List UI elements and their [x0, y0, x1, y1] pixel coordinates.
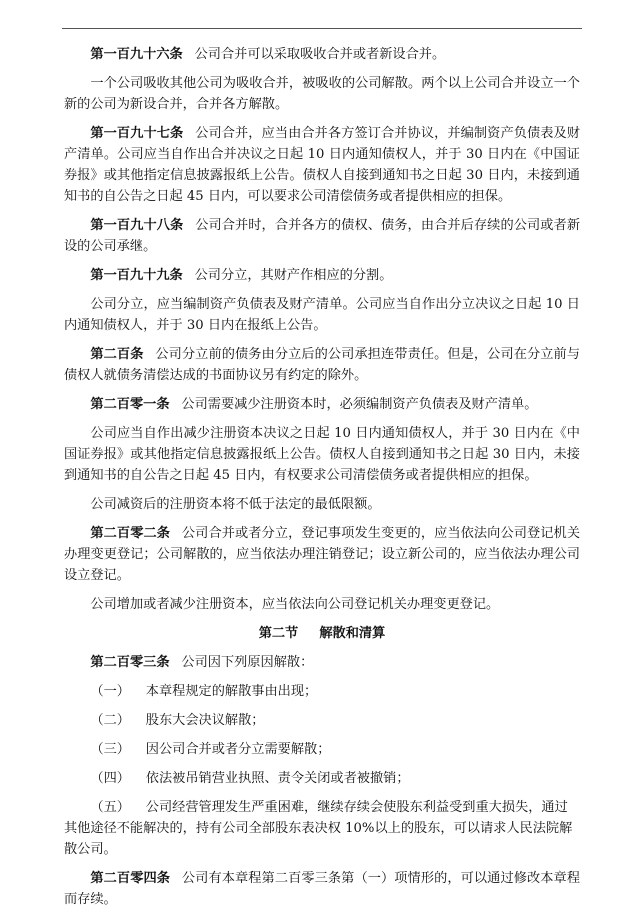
- article-text: 公司有本章程第二百零三条第（一）项情形的，可以通过修改本章程而存续。: [64, 871, 581, 907]
- section-title: 解散和清算: [319, 626, 386, 641]
- article-number: 第一百九十九条: [90, 268, 183, 283]
- list-item-text: 本章程规定的解散事由出现；: [145, 684, 318, 699]
- article-paragraph: [64, 344, 580, 386]
- article-text: 公司需要减少注册资本时，必须编制资产负债表及财产清单。: [181, 397, 538, 412]
- article-number: 第一百九十八条: [90, 218, 184, 233]
- paragraph: 公司增加或者减少注册资本，应当依法向公司登记机关办理变更登记。: [90, 597, 500, 612]
- list-item-text: 依法被吊销营业执照、责令关闭或者被撤销；: [145, 771, 410, 786]
- article-paragraph: [64, 868, 580, 910]
- list-item: [64, 710, 580, 731]
- article-paragraph: [64, 394, 580, 415]
- article-text: 公司合并时，合并各方的债权、债务，由合并后存续的公司或者新设的公司承继。: [64, 218, 581, 254]
- section-number: 第二节: [258, 626, 299, 641]
- article-text: 公司分立，其财产作相应的分割。: [194, 268, 393, 283]
- paragraph: 一个公司吸收其他公司为吸收合并，被吸收的公司解散。两个以上公司合并设立一个新的公司为新设合并，合并各方解散。: [64, 76, 580, 112]
- list-item: [64, 797, 580, 860]
- section-heading: [64, 623, 580, 644]
- list-item-number: （三）: [90, 742, 130, 757]
- article-number: 第一百九十七条: [90, 126, 184, 141]
- list-item-number: （五）: [90, 800, 130, 815]
- article-paragraph: [64, 523, 580, 586]
- article-number: 第二百零三条: [90, 655, 170, 670]
- article-number: 第二百条: [90, 347, 144, 362]
- article-text: 公司合并，应当由合并各方签订合并协议，并编制资产负债表及财产清单。公司应当自作出合并决议之日起 10 日内通知债权人，并于 30 日内在《中国证券报》或其他指定信息披露报纸上公告。债权人自接到通知书之日起 30 日内，未接到通知书的自公告之日起 45 日内，可以要求公司清偿债务或者提供相应的担保。: [64, 126, 581, 204]
- header-rule: [62, 28, 582, 29]
- article-paragraph: [64, 652, 580, 673]
- list-item: [64, 681, 580, 702]
- article-paragraph: [64, 265, 580, 286]
- list-item: [64, 768, 580, 789]
- list-item: [64, 739, 580, 760]
- article-number: 第一百九十六条: [90, 47, 183, 62]
- paragraph: 公司减资后的注册资本将不低于法定的最低限额。: [90, 497, 381, 512]
- article-text: 公司因下列原因解散：: [181, 655, 314, 670]
- article-text: 公司合并或者分立，登记事项发生变更的，应当依法向公司登记机关办理变更登记；公司解散的，应当依法办理注销登记；设立新公司的，应当依法办理公司设立登记。: [64, 526, 581, 583]
- article-paragraph: [64, 123, 580, 207]
- article-number: 第二百零四条: [90, 871, 171, 886]
- article-text: 公司合并可以采取吸收合并或者新设合并。: [194, 47, 446, 62]
- article-text: 公司分立前的债务由分立后的公司承担连带责任。但是，公司在分立前与债权人就债务清偿达成的书面协议另有约定的除外。: [64, 347, 580, 383]
- list-item-number: （二）: [90, 713, 130, 728]
- article-paragraph: [64, 215, 580, 257]
- article-number: 第二百零二条: [90, 526, 171, 541]
- document-body: [64, 44, 580, 918]
- list-item-text: 因公司合并或者分立需要解散；: [145, 742, 331, 757]
- list-item-text: 股东大会决议解散；: [145, 713, 265, 728]
- article-paragraph: [64, 44, 580, 65]
- paragraph: 公司分立，应当编制资产负债表及财产清单。公司应当自作出分立决议之日起 10 日内通知债权人，并于 30 日内在报纸上公告。: [64, 297, 580, 333]
- paragraph: 公司应当自作出减少注册资本决议之日起 10 日内通知债权人，并于 30 日内在《中国证券报》或其他指定信息披露报纸上公告。债权人自接到通知书之日起 30 日内，未接到通知书的自公告之日起 45 日内，有权要求公司清偿债务或者提供相应的担保。: [64, 426, 580, 483]
- list-item-number: （一）: [90, 684, 130, 699]
- list-item-text: 公司经营管理发生严重困难，继续存续会使股东利益受到重大损失，通过其他途径不能解决的，持有公司全部股东表决权 10%以上的股东，可以请求人民法院解散公司。: [64, 800, 573, 857]
- article-number: 第二百零一条: [90, 397, 170, 412]
- list-item-number: （四）: [90, 771, 130, 786]
